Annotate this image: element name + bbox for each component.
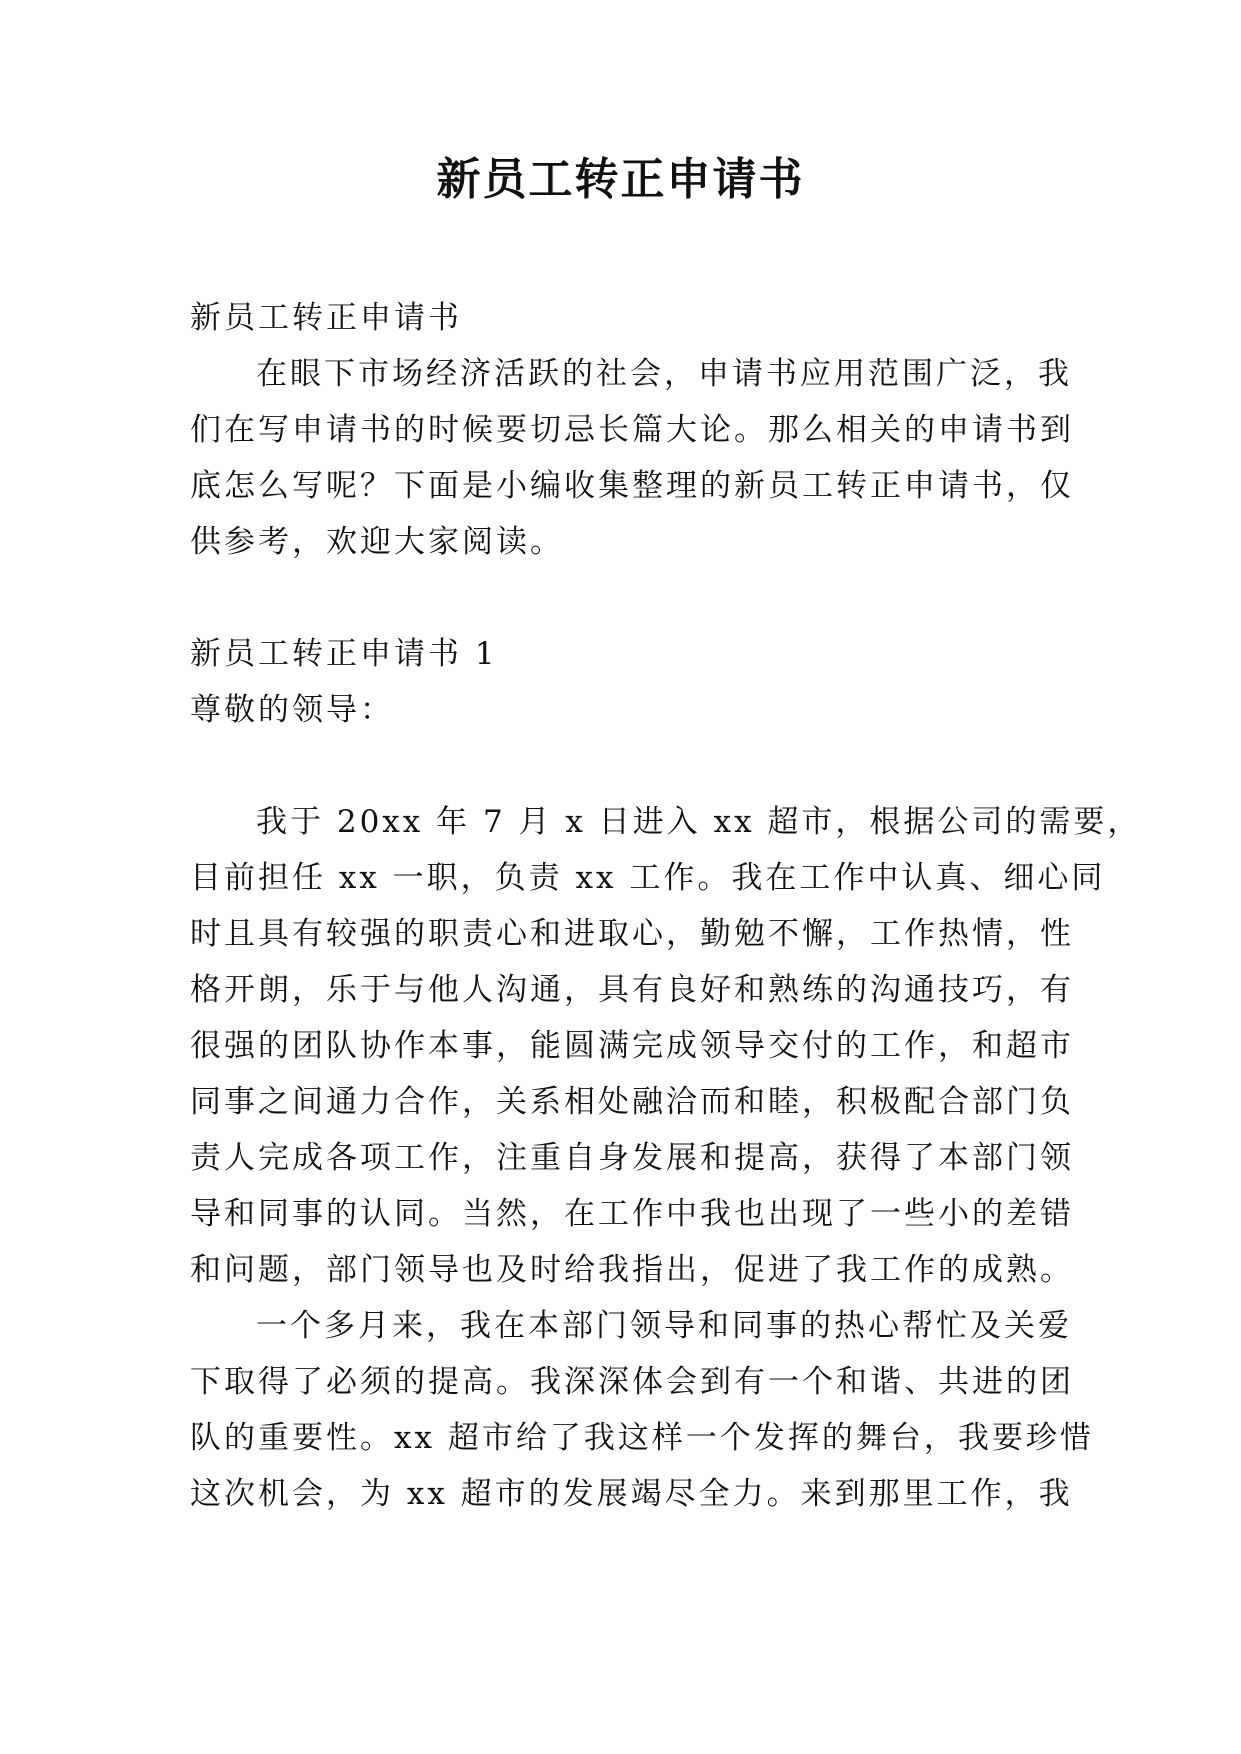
intro-line: 在眼下市场经济活跃的社会，申请书应用范围广泛，我 <box>256 356 1072 392</box>
document-body <box>190 290 1142 1522</box>
blank-line <box>190 738 1045 794</box>
section-heading: 新员工转正申请书 1 <box>190 636 498 672</box>
paragraph-line: 我于 20xx 年 7 月 x 日进入 xx 超市，根据公司的需要， <box>256 804 1142 840</box>
paragraph-line: 队的重要性。xx 超市给了我这样一个发挥的舞台，我要珍惜 <box>190 1420 1094 1456</box>
salutation: 尊敬的领导： <box>190 692 394 728</box>
intro-line: 底怎么写呢？下面是小编收集整理的新员工转正申请书，仅 <box>190 468 1074 504</box>
paragraph-line: 和问题，部门领导也及时给我指出，促进了我工作的成熟。 <box>190 1252 1074 1288</box>
paragraph-line: 责人完成各项工作，注重自身发展和提高，获得了本部门领 <box>190 1140 1074 1176</box>
intro-line: 们在写申请书的时候要切忌长篇大论。那么相关的申请书到 <box>190 412 1074 448</box>
document-title: 新员工转正申请书 <box>436 154 805 205</box>
paragraph-line: 目前担任 xx 一职，负责 xx 工作。我在工作中认真、细心同 <box>190 860 1106 896</box>
paragraph-line: 时且具有较强的职责心和进取心，勤勉不懈，工作热情，性 <box>190 916 1074 952</box>
paragraph-line: 同事之间通力合作，关系相处融洽而和睦，积极配合部门负 <box>190 1084 1074 1120</box>
paragraph-line: 一个多月来，我在本部门领导和同事的热心帮忙及关爱 <box>256 1308 1072 1344</box>
blank-line <box>190 570 1045 626</box>
paragraph-line: 很强的团队协作本事，能圆满完成领导交付的工作，和超市 <box>190 1028 1074 1064</box>
paragraph-line: 这次机会，为 xx 超市的发展竭尽全力。来到那里工作，我 <box>190 1476 1073 1512</box>
paragraph-line: 导和同事的认同。当然，在工作中我也出现了一些小的差错 <box>190 1196 1074 1232</box>
document-subtitle: 新员工转正申请书 <box>190 300 462 336</box>
paragraph-line: 格开朗，乐于与他人沟通，具有良好和熟练的沟通技巧，有 <box>190 972 1074 1008</box>
paragraph-line: 下取得了必须的提高。我深深体会到有一个和谐、共进的团 <box>190 1364 1074 1400</box>
intro-line: 供参考，欢迎大家阅读。 <box>190 524 564 560</box>
